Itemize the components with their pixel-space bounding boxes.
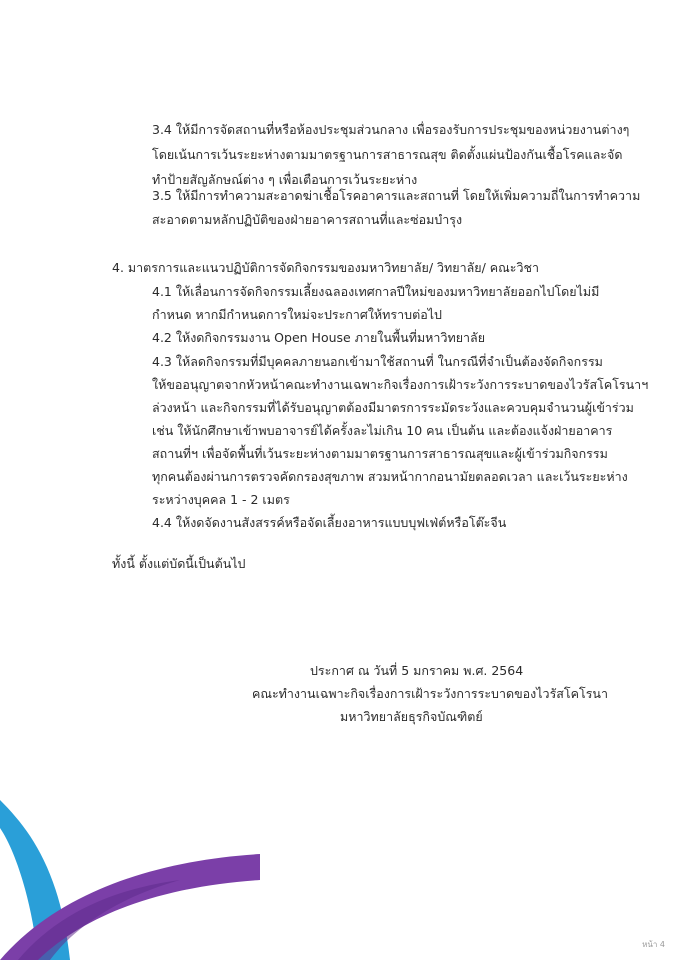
item-4-3-line-4: เช่น ให้นักศึกษาเข้าพบอาจารย์ได้ครั้งละไม่เกิน 10 คน เป็นต้น และต้องแจ้งฝ่ายอาคาร (152, 423, 613, 438)
decorative-ribbon-graphic (0, 790, 260, 960)
closing-statement: ทั้งนี้ ตั้งแต่บัดนี้เป็นต้นไป (112, 556, 246, 571)
section-4-heading: 4. มาตรการและแนวปฏิบัติการจัดกิจกรรมของมหาวิทยาลัย/ วิทยาลัย/ คณะวิชา (112, 260, 539, 275)
item-4-3-line-5: สถานที่ฯ เพื่อจัดพื้นที่เว้นระยะห่างตามมาตรฐานการสาธารณสุขและผู้เข้าร่วมกิจกรรม (152, 446, 608, 461)
item-4-4-line-1: 4.4 ให้งดจัดงานสังสรรค์หรือจัดเลี้ยงอาหารแบบบุฟเฟ่ต์หรือโต๊ะจีน (152, 515, 507, 530)
item-4-3-line-6: ทุกคนต้องผ่านการตรวจคัดกรองสุขภาพ สวมหน้ากากอนามัยตลอดเวลา และเว้นระยะห่าง (152, 469, 628, 484)
announcement-date: ประกาศ ณ วันที่ 5 มกราคม พ.ศ. 2564 (310, 663, 524, 678)
item-4-3-line-2: ให้ขออนุญาตจากหัวหน้าคณะทำงานเฉพาะกิจเรื่องการเฝ้าระวังการระบาดของไวรัสโคโรนาฯ (152, 377, 649, 392)
item-3-4-line-3: ทำป้ายสัญลักษณ์ต่าง ๆ เพื่อเตือนการเว้นระยะห่าง (152, 172, 418, 187)
university-name: มหาวิทยาลัยธุรกิจบัณฑิตย์ (340, 709, 483, 724)
item-3-4-line-1: 3.4 ให้มีการจัดสถานที่หรือห้องประชุมส่วนกลาง เพื่อรองรับการประชุมของหน่วยงานต่างๆ (152, 122, 630, 137)
item-4-1-line-2: กำหนด หากมีกำหนดการใหม่จะประกาศให้ทราบต่อไป (152, 307, 442, 322)
item-4-3-line-3: ล่วงหน้า และกิจกรรมที่ได้รับอนุญาตต้องมีมาตรการระมัดระวังและควบคุมจำนวนผู้เข้าร่วม (152, 400, 634, 415)
item-3-5-line-2: สะอาดตามหลักปฏิบัติของฝ่ายอาคารสถานที่และซ่อมบำรุง (152, 212, 463, 227)
committee-name: คณะทำงานเฉพาะกิจเรื่องการเฝ้าระวังการระบาดของไวรัสโคโรนา (252, 686, 608, 701)
item-3-5-line-1: 3.5 ให้มีการทำความสะอาดฆ่าเชื้อโรคอาคารและสถานที่ โดยให้เพิ่มความถี่ในการทำความ (152, 188, 641, 203)
item-4-3-line-1: 4.3 ให้ลดกิจกรรมที่มีบุคคลภายนอกเข้ามาใช้สถานที่ ในกรณีที่จำเป็นต้องจัดกิจกรรม (152, 354, 603, 369)
item-4-3-line-7: ระหว่างบุคคล 1 - 2 เมตร (152, 492, 290, 507)
item-4-2-line-1: 4.2 ให้งดกิจกรรมงาน Open House ภายในพื้นที่มหาวิทยาลัย (152, 330, 486, 345)
page-number: หน้า 4 (642, 940, 665, 949)
item-4-1-line-1: 4.1 ให้เลื่อนการจัดกิจกรรมเลี้ยงฉลองเทศกาลปีใหม่ของมหาวิทยาลัยออกไปโดยไม่มี (152, 284, 600, 299)
item-3-4-line-2: โดยเน้นการเว้นระยะห่างตามมาตรฐานการสาธารณสุข ติดตั้งแผ่นป้องกันเชื้อโรคและจัด (152, 147, 623, 162)
